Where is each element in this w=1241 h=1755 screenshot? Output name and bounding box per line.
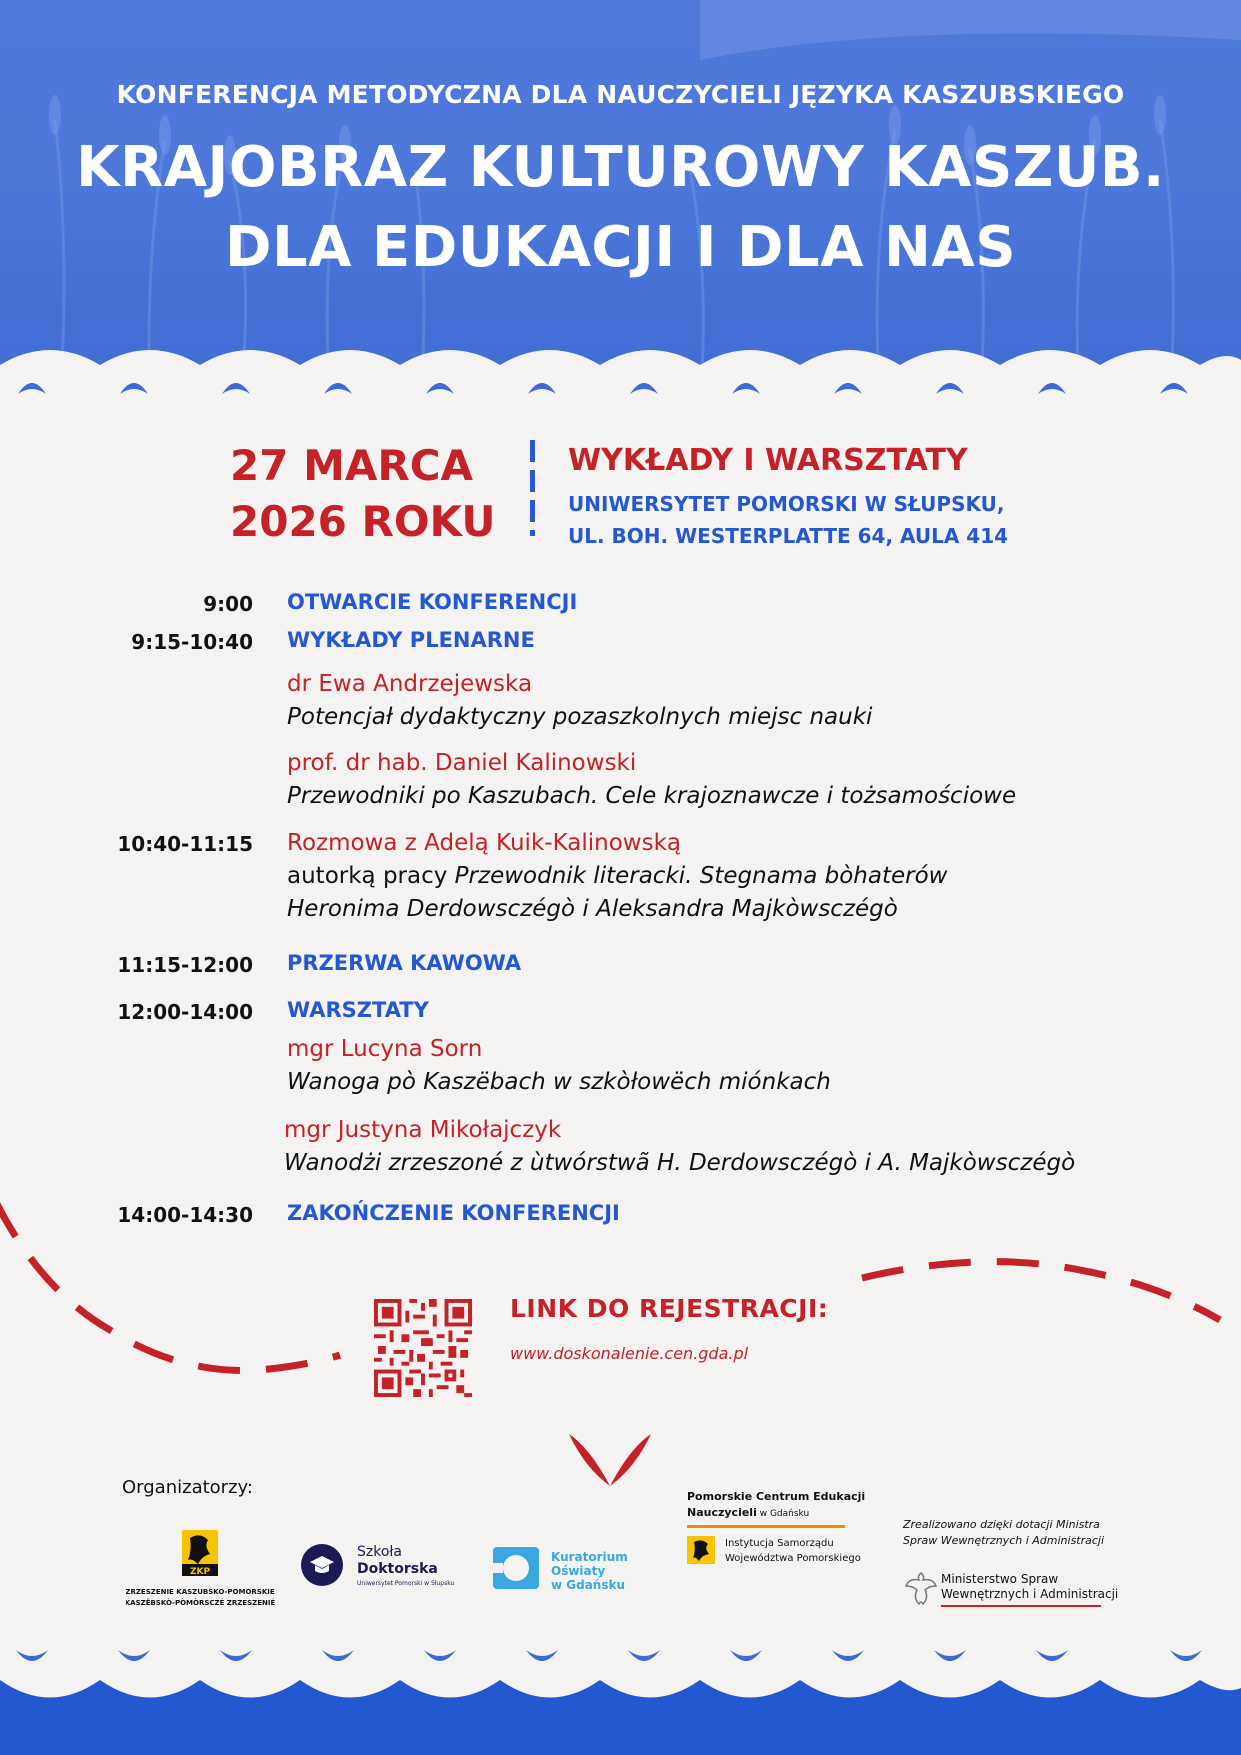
registration-link[interactable]: www.doskonalenie.cen.gda.pl (510, 1344, 749, 1363)
conversation-title-line1 (287, 863, 947, 889)
doctoral-school-logo (300, 1542, 470, 1588)
bottom-wave-border (0, 1640, 1241, 1755)
zkp-griffin-icon (126, 1530, 276, 1610)
time-closing: 14:00-14:30 (117, 1203, 253, 1227)
header-banner (0, 0, 1241, 400)
event-date (230, 438, 495, 550)
orange-rule (687, 1525, 845, 1528)
time-opening: 9:00 (203, 592, 253, 616)
zkp-line2: KASZËBSKÒ-PÒMÒRSCZÉ ZRZESZENIÉ (126, 1599, 276, 1607)
registration-qr-code[interactable] (374, 1299, 472, 1397)
pomorskie-griffin-icon (687, 1536, 717, 1566)
mswia-red-rule (941, 1605, 1101, 1607)
conference-title-line1: KRAJOBRAZ KULTUROWY KASZUB. (76, 135, 1165, 200)
event-venue (568, 488, 1008, 552)
dashed-separator (530, 440, 535, 536)
zkp-abbr: ZKP (189, 1567, 211, 1577)
slot-break: PRZERWA KAWOWA (287, 951, 522, 975)
speaker-sorn: mgr Lucyna Sorn (287, 1036, 483, 1062)
kuratorium-line1: Kuratorium (551, 1550, 628, 1564)
time-break: 11:15-12:00 (117, 953, 253, 977)
date-line2: 2026 ROKU (230, 497, 496, 546)
time-conversation: 10:40-11:15 (117, 832, 253, 856)
top-wave-border (0, 340, 1241, 400)
mswia-note1: Zrealizowano dzięki dotacji Ministra (903, 1518, 1100, 1531)
doctoral-line2: Doktorska (357, 1561, 438, 1577)
slot-workshops: WARSZTATY (287, 998, 429, 1022)
polish-eagle-icon (903, 1570, 939, 1608)
conversation-prefix: autorką pracy (287, 863, 455, 889)
organizers-label: Organizatorzy: (122, 1477, 253, 1498)
mswia-block (903, 1518, 1119, 1608)
speaker-kalinowski: prof. dr hab. Daniel Kalinowski (287, 750, 637, 776)
talk-title-andrzejewska: Potencjał dydaktyczny pozaszkolnych miejsc nauki (287, 704, 873, 730)
doctoral-line1: Szkoła (357, 1544, 402, 1560)
zkp-line1: ZRZESZENIE KASZUBSKO-POMORSKIE (126, 1588, 275, 1596)
mswia-line2: Wewnętrznych i Administracji (941, 1587, 1119, 1601)
conference-subtitle: KONFERENCJA METODYCZNA DLA NAUCZYCIELI JĘZYKA KASZUBSKIEGO (116, 80, 1125, 109)
speaker-mikolajczyk: mgr Justyna Mikołajczyk (284, 1117, 562, 1143)
zkp-logo (126, 1530, 276, 1610)
date-line1: 27 MARCA (230, 441, 474, 490)
workshop-title-mikolajczyk: Wanodżi zrzeszoné z ùtwórstwã H. Derdowsczégò i A. Majkòwsczégò (284, 1150, 1076, 1176)
kuratorium-line3: w Gdańsku (551, 1578, 626, 1591)
venue-line1: UNIWERSYTET POMORSKI W SŁUPSKU, (568, 492, 1005, 516)
kuratorium-emblem-icon (493, 1545, 633, 1591)
kuratorium-logo (493, 1545, 633, 1591)
folk-heart-icon (565, 1430, 655, 1490)
pcen-line2 (687, 1506, 809, 1519)
registration-label: LINK DO REJESTRACJI: (510, 1294, 829, 1323)
kuratorium-line2: Oświaty (551, 1564, 606, 1578)
slot-closing: ZAKOŃCZENIE KONFERENCJI (287, 1201, 620, 1225)
slot-opening: OTWARCIE KONFERENCJI (287, 590, 578, 614)
pcen-line4: Województwa Pomorskiego (725, 1553, 861, 1564)
conversation-book-title: Przewodnik literacki. Stegnama bòhaterów (454, 863, 948, 889)
time-workshops: 12:00-14:00 (117, 1000, 253, 1024)
slot-plenary: WYKŁADY PLENARNE (287, 628, 535, 652)
pcen-line2-rest: w Gdańsku (756, 1509, 810, 1519)
talk-title-kalinowski: Przewodniki po Kaszubach. Cele krajoznawcze i tożsamościowe (287, 783, 1017, 809)
speaker-kuik-kalinowska: Rozmowa z Adelą Kuik-Kalinowską (287, 830, 681, 856)
doctoral-line3: Uniwersytet Pomorski w Słupsku (357, 1580, 455, 1587)
pcen-line2-bold: Nauczycieli (687, 1506, 757, 1519)
graduation-cap-icon (300, 1542, 470, 1588)
conference-title-line2: DLA EDUKACJI I DLA NAS (224, 215, 1017, 280)
pcen-line1: Pomorskie Centrum Edukacji (687, 1490, 866, 1503)
pcen-logo (687, 1490, 866, 1610)
speaker-andrzejewska: dr Ewa Andrzejewska (287, 671, 533, 697)
pcen-line3: Instytucja Samorządu (725, 1538, 834, 1549)
time-plenary: 9:15-10:40 (131, 630, 253, 654)
mswia-note2: Spraw Wewnętrznych i Administracji (903, 1534, 1105, 1547)
event-type: WYKŁADY I WARSZTATY (568, 443, 968, 478)
mswia-line1: Ministerstwo Spraw (941, 1572, 1059, 1586)
venue-line2: UL. BOH. WESTERPLATTE 64, AULA 414 (568, 524, 1009, 548)
workshop-title-sorn: Wanoga pò Kaszëbach w szkòłowëch miónkach (287, 1069, 831, 1095)
conversation-title-line2: Heronima Derdowsczégò i Aleksandra Majkòwsczégò (287, 896, 898, 922)
